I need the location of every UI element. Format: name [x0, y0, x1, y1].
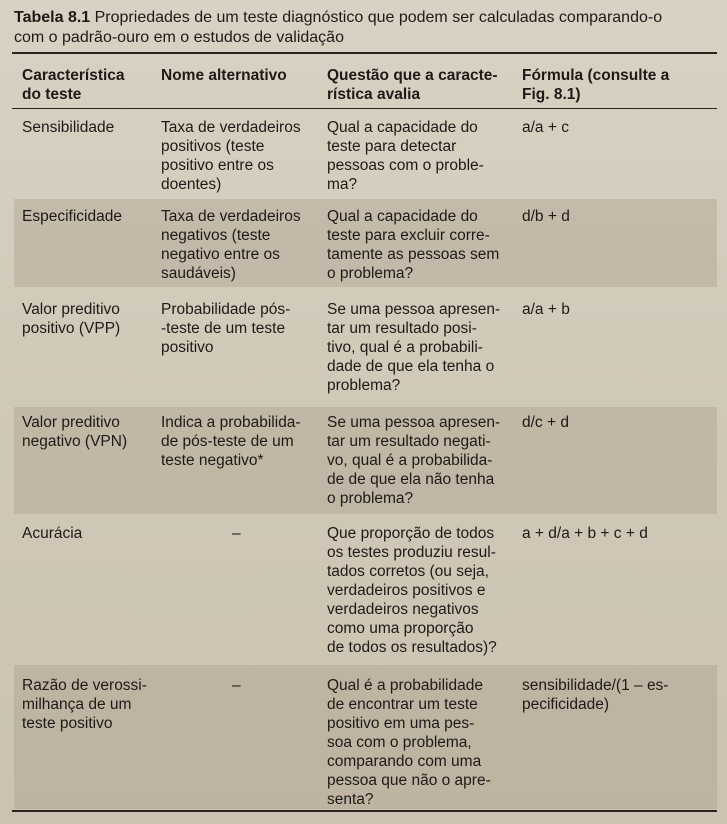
row-vpp-nome: Probabilidade pós- -teste de um teste positivo: [161, 301, 291, 356]
header-rule: [12, 108, 717, 109]
table-caption: [14, 8, 714, 48]
row-vpn-questao: Se uma pessoa apresen- tar um resultado negati- vo, qual é a probabilida- de de que ela não tenha o problema?: [327, 414, 501, 507]
row-acuracia-caracteristica: Acurácia: [22, 525, 83, 542]
row-sensibilidade-nome: Taxa de verdadeiros positivos (teste positivo entre os doentes): [161, 119, 301, 193]
row-vpn-nome: Indica a probabilida- de pós-teste de um teste negativo*: [161, 414, 301, 469]
row-razao-questao: Qual é a probabilidade de encontrar um teste positivo em uma pes- soa com o problema, comparando com uma pessoa que não o apre- senta?: [327, 677, 491, 808]
table-bottom-rule: [12, 810, 717, 812]
row-vpn-caracteristica: Valor preditivo negativo (VPN): [22, 414, 128, 450]
caption-label: Tabela 8.1: [14, 9, 91, 26]
row-vpn-formula: d/c + d: [522, 414, 569, 431]
row-acuracia-nome: –: [232, 525, 241, 542]
row-vpp-questao: Se uma pessoa apresen- tar um resultado posi- tivo, qual é a probabili- dade de que ela tenha o problema?: [327, 301, 501, 394]
header-questao: Questão que a caracte- rística avalia: [327, 67, 498, 103]
row-razao-formula: sensibilidade/(1 – es- pecificidade): [522, 677, 669, 713]
header-caracteristica: Característica do teste: [22, 67, 125, 103]
row-especificidade-nome: Taxa de verdadeiros negativos (teste negativo entre os saudáveis): [161, 208, 301, 282]
caption-text-line-2: com o padrão-ouro em o estudos de validação: [14, 29, 344, 46]
header-nome-alternativo: Nome alternativo: [161, 67, 287, 84]
caption-text: Propriedades de um teste diagnóstico que podem ser calculadas comparando-o: [90, 9, 663, 26]
row-especificidade-caracteristica: Especificidade: [22, 208, 122, 225]
row-vpp-formula: a/a + b: [522, 301, 570, 318]
row-razao-caracteristica: Razão de verossi- milhança de um teste positivo: [22, 677, 147, 732]
row-sensibilidade-formula: a/a + c: [522, 119, 569, 136]
row-acuracia-formula: a + d/a + b + c + d: [522, 525, 648, 542]
row-sensibilidade-questao: Qual a capacidade do teste para detectar pessoas com o proble- ma?: [327, 119, 484, 193]
row-acuracia-questao: Que proporção de todos os testes produziu resul- tados corretos (ou seja, verdadeiros positivos e verdadeiros negativos como uma proporção de todos os resultados)?: [327, 525, 497, 656]
table-top-rule: [12, 52, 717, 54]
row-sensibilidade-caracteristica: Sensibilidade: [22, 119, 115, 136]
row-razao-nome: –: [232, 677, 241, 694]
row-vpp-caracteristica: Valor preditivo positivo (VPP): [22, 301, 121, 337]
header-formula: Fórmula (consulte a Fig. 8.1): [522, 67, 670, 103]
row-especificidade-formula: d/b + d: [522, 208, 570, 225]
row-especificidade-questao: Qual a capacidade do teste para excluir corre- tamente as pessoas sem o problema?: [327, 208, 500, 282]
